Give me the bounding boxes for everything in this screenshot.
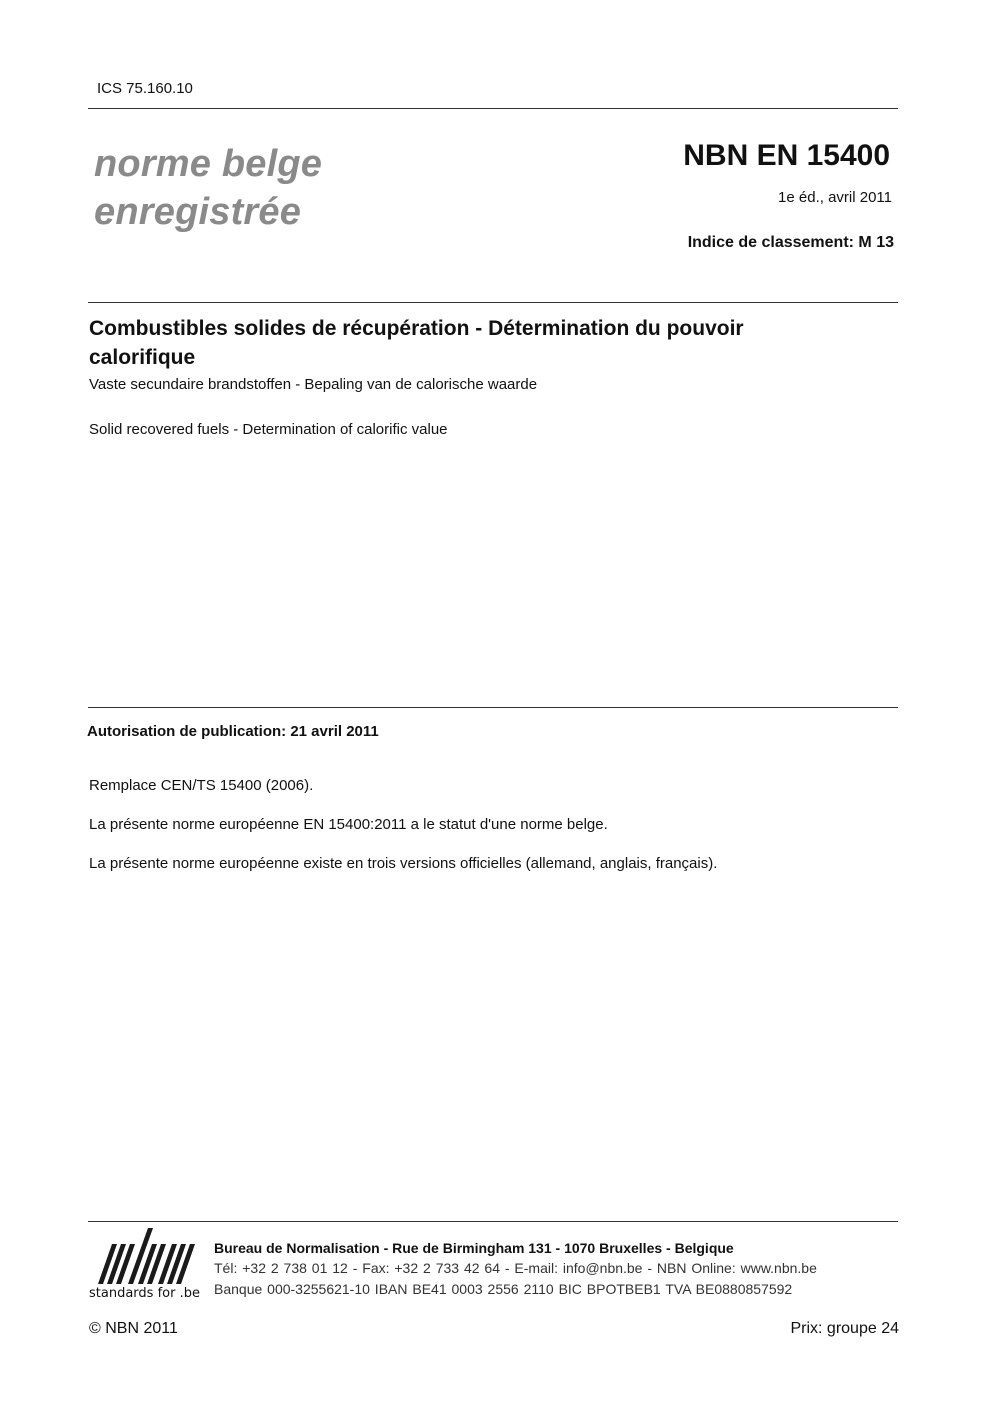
footer-bank-details: Banque 000-3255621-10 IBAN BE41 0003 2556 2110 BIC BPOTBEB1 TVA BE0880857592 (214, 1281, 793, 1297)
logo-tagline: standards for .be (89, 1286, 200, 1301)
norm-status (94, 140, 322, 236)
title-french-line-1: Combustibles solides de récupération - Détermination du pouvoir (89, 317, 744, 340)
norm-status-line-1: norme belge (94, 143, 323, 185)
title-dutch: Vaste secundaire brandstoffen - Bepaling van de calorische waarde (89, 376, 538, 393)
norm-status-line-2: enregistrée (94, 191, 302, 233)
note-replaces: Remplace CEN/TS 15400 (2006). (89, 777, 314, 794)
edition-info: 1e éd., avril 2011 (778, 189, 892, 206)
ics-code: ICS 75.160.10 (97, 80, 193, 97)
note-status: La présente norme européenne EN 15400:2011 a le statut d'une norme belge. (89, 816, 608, 833)
price-group: Prix: groupe 24 (790, 1320, 899, 1337)
classification-index: Indice de classement: M 13 (687, 234, 894, 251)
title-french (89, 314, 889, 372)
publication-authorization: Autorisation de publication: 21 avril 2011 (87, 723, 379, 740)
title-divider (88, 302, 898, 303)
standard-number: NBN EN 15400 (683, 139, 890, 172)
header-divider (88, 108, 898, 109)
copyright: © NBN 2011 (89, 1320, 178, 1337)
title-french-line-2: calorifique (89, 346, 196, 369)
note-versions: La présente norme européenne existe en trois versions officielles (allemand, anglais, français). (89, 855, 718, 872)
title-english: Solid recovered fuels - Determination of calorific value (89, 421, 448, 438)
footer-divider (88, 1221, 898, 1222)
authorization-divider (88, 707, 898, 708)
footer-organization: Bureau de Normalisation - Rue de Birmingham 131 - 1070 Bruxelles - Belgique (214, 1240, 734, 1256)
footer-contact: Tél: +32 2 738 01 12 - Fax: +32 2 733 42 64 - E-mail: info@nbn.be - NBN Online: www.nbn.be (214, 1260, 817, 1276)
